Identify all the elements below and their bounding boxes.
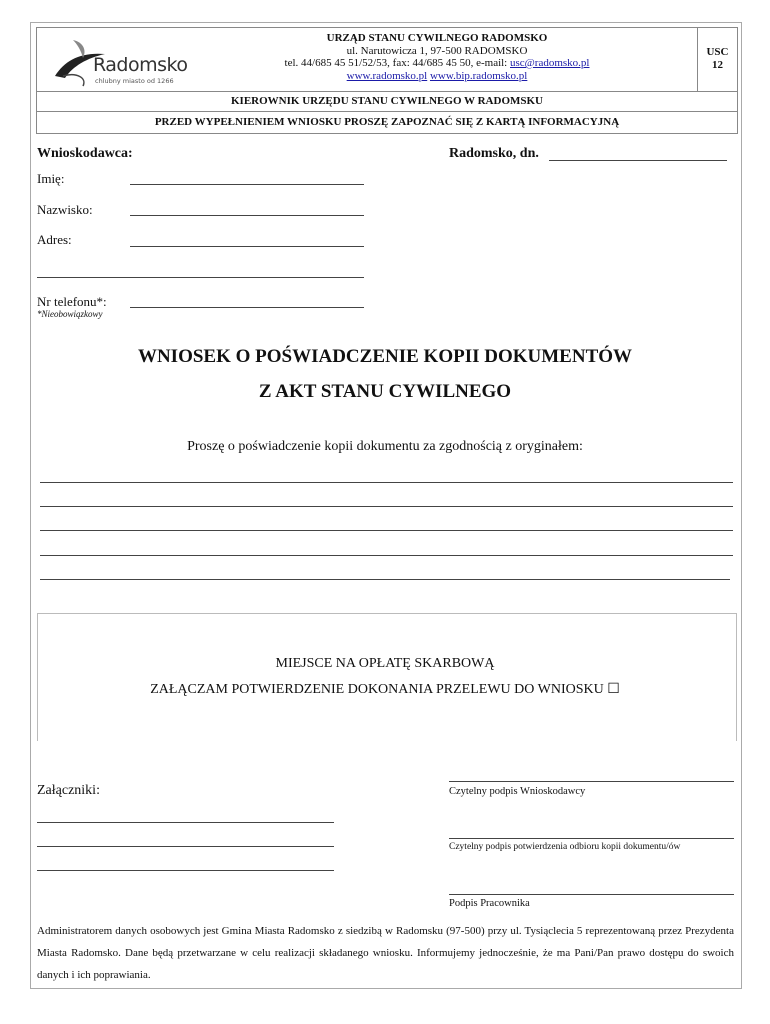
attachment-line[interactable] bbox=[37, 846, 334, 847]
receipt-signature-label: Czytelny podpis potwierdzenia odbioru kopii dokumentu/ów bbox=[449, 842, 681, 852]
website-link-main[interactable]: www.radomsko.pl bbox=[346, 69, 428, 82]
phone-label: Nr telefonu*: bbox=[37, 294, 107, 309]
transfer-confirmation-text: ZAŁĄCZAM POTWIERDZENIE DOKONANIA PRZELEWU DO WNIOSKU bbox=[150, 682, 604, 697]
place-date-label: Radomsko, dn. bbox=[449, 146, 539, 161]
first-name-field[interactable] bbox=[130, 184, 364, 185]
attachments-label: Załączniki: bbox=[37, 783, 100, 798]
logo-text: Radomsko bbox=[93, 54, 188, 76]
form-code-series: USC bbox=[706, 46, 729, 58]
address-field-line2[interactable] bbox=[37, 277, 364, 278]
date-field[interactable] bbox=[549, 160, 727, 161]
request-text: Proszę o poświadczenie kopii dokumentu za zgodnością z oryginałem: bbox=[187, 439, 583, 454]
optional-note: *Nieobowiązkowy bbox=[37, 309, 103, 319]
attachment-line[interactable] bbox=[37, 870, 334, 871]
document-line[interactable] bbox=[40, 555, 733, 556]
applicant-signature-field[interactable] bbox=[449, 781, 734, 782]
office-address: ul. Narutowicza 1, 97-500 RADOMSKO bbox=[346, 44, 528, 57]
phone-field[interactable] bbox=[130, 307, 364, 308]
office-header bbox=[36, 27, 738, 134]
transfer-confirmation-row bbox=[0, 681, 770, 698]
gdpr-notice: Administratorem danych osobowych jest Gmina Miasta Radomsko z siedzibą w Radomsku (97-500) przy ul. Tysiąclecia 5 reprezentowaną przez Prezydenta Miasta Radomsko. Dane będą przetwarzane w celu realizacji składanego wniosku. Informujemy jednocześnie, że ma Pani/Pan prawo dostępu do swoich danych i ich poprawiania. bbox=[37, 925, 734, 981]
header-top-row bbox=[37, 28, 737, 92]
office-contact-block bbox=[187, 32, 687, 82]
office-contact-line bbox=[187, 57, 687, 70]
transfer-checkbox[interactable]: ☐ bbox=[607, 682, 620, 697]
document-line[interactable] bbox=[40, 506, 733, 507]
receipt-signature-field[interactable] bbox=[449, 838, 734, 839]
radomsko-logo bbox=[43, 32, 193, 88]
employee-signature-field[interactable] bbox=[449, 894, 734, 895]
applicant-heading: Wnioskodawca: bbox=[37, 146, 133, 161]
address-field-line1[interactable] bbox=[130, 246, 364, 247]
form-code-number: 12 bbox=[712, 59, 723, 71]
notice-row: PRZED WYPEŁNIENIEM WNIOSKU PROSZĘ ZAPOZNAĆ SIĘ Z KARTĄ INFORMACYJNĄ bbox=[154, 116, 620, 128]
website-link-bip[interactable]: www.bip.radomsko.pl bbox=[429, 69, 528, 82]
form-title-line1: WNIOSEK O POŚWIADCZENIE KOPII DOKUMENTÓW bbox=[137, 346, 633, 367]
first-name-label: Imię: bbox=[37, 171, 65, 186]
fee-place-text: MIEJSCE NA OPŁATĘ SKARBOWĄ bbox=[275, 656, 495, 671]
office-name: URZĄD STANU CYWILNEGO RADOMSKO bbox=[326, 32, 548, 44]
applicant-signature-label: Czytelny podpis Wnioskodawcy bbox=[449, 786, 586, 797]
fee-box bbox=[37, 613, 737, 741]
employee-signature-label: Podpis Pracownika bbox=[449, 898, 530, 909]
contact-phone-fax: tel. 44/685 45 51/52/53, fax: 44/685 45 50, e-mail: bbox=[284, 57, 510, 69]
document-line[interactable] bbox=[40, 482, 733, 483]
attachment-line[interactable] bbox=[37, 822, 334, 823]
last-name-field[interactable] bbox=[130, 215, 364, 216]
document-line[interactable] bbox=[40, 530, 733, 531]
addressee-row: KIEROWNIK URZĘDU STANU CYWILNEGO W RADOMSKU bbox=[37, 91, 737, 112]
address-label: Adres: bbox=[37, 232, 72, 247]
email-link[interactable]: usc@radomsko.pl bbox=[510, 57, 590, 69]
websites-line bbox=[187, 70, 687, 83]
form-code bbox=[697, 28, 737, 91]
logo-tagline: chlubny miasto od 1266 bbox=[95, 77, 174, 85]
document-line[interactable] bbox=[40, 579, 730, 580]
last-name-label: Nazwisko: bbox=[37, 202, 93, 217]
form-title-line2: Z AKT STANU CYWILNEGO bbox=[258, 381, 512, 402]
